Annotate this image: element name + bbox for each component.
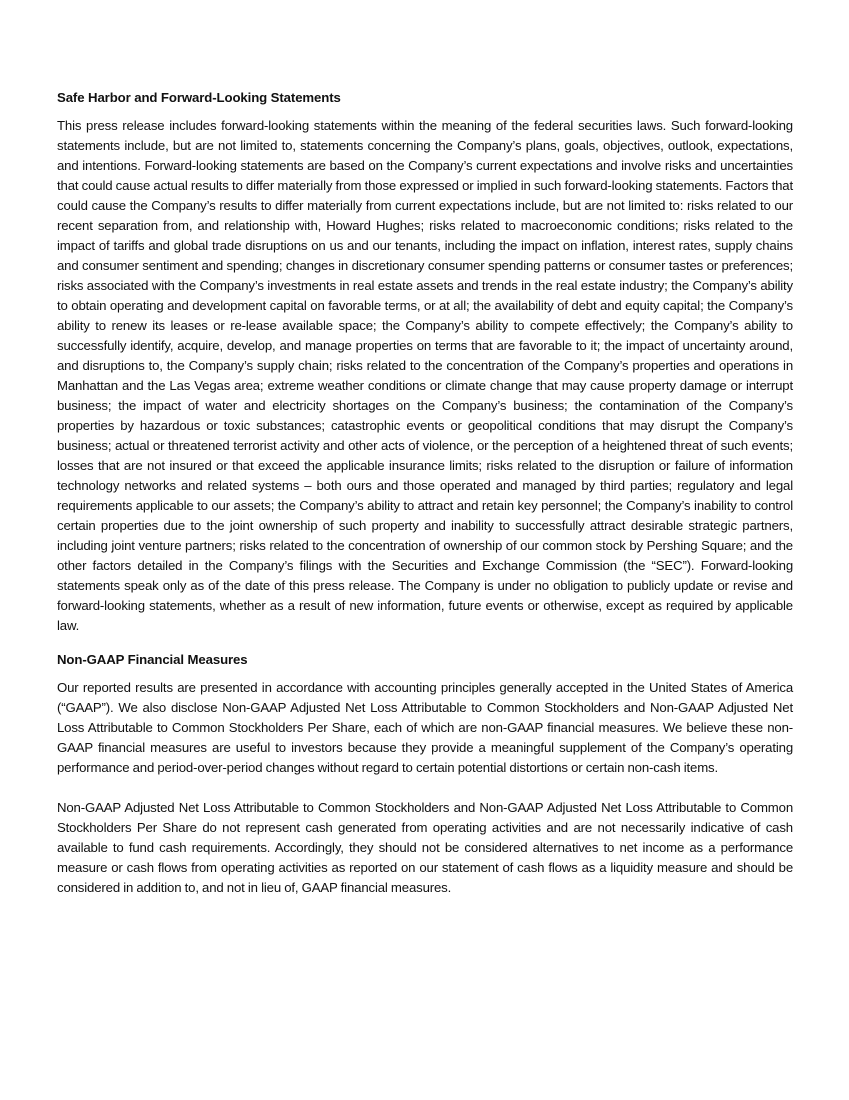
non-gaap-heading: Non-GAAP Financial Measures (57, 652, 248, 667)
non-gaap-paragraph-1: Our reported results are presented in accordance with accounting principles generally accepted in the United States of America (“GAAP”). We also disclose Non-GAAP Adjusted Net Loss Attributable to Common Stockholders and Non-GAAP Adjusted Net Loss Attributable to Common Stockholders Per Share, each of which are non-GAAP financial measures. We believe these non-GAAP financial measures are useful to investors because they provide a meaningful supplement of the Company’s operating performance and period-over-period changes without regard to certain potential distortions or certain non-cash items. (57, 680, 793, 775)
safe-harbor-heading: Safe Harbor and Forward-Looking Statements (57, 90, 341, 105)
non-gaap-section (57, 651, 793, 898)
document-page (57, 89, 793, 898)
safe-harbor-paragraph: This press release includes forward-looking statements within the meaning of the federal securities laws. Such forward-looking statements include, but are not limited to, statements concerning the Company’s plans, goals, objectives, outlook, expectations, and intentions. Forward-looking statements are based on the Company’s current expectations and involve risks and uncertainties that could cause actual results to differ materially from those expressed or implied in such forward-looking statements. Factors that could cause the Company’s results to differ materially from current expectations include, but are not limited to: risks related to our recent separation from, and relationship with, Howard Hughes; risks related to macroeconomic conditions; risks related to the impact of tariffs and global trade disruptions on us and our tenants, including the impact on inflation, interest rates, supply chains and consumer sentiment and spending; changes in discretionary consumer spending patterns or consumer tastes or preferences; risks associated with the Company’s investments in real estate assets and trends in the real estate industry; the Company’s ability to obtain operating and development capital on favorable terms, or at all; the availability of debt and equity capital; the Company’s ability to renew its leases or re-lease available space; the Company’s ability to compete effectively; the Company’s ability to successfully identify, acquire, develop, and manage properties on terms that are favorable to it; the impact of uncertainty around, and disruptions to, the Company’s supply chain; risks related to the concentration of the Company’s properties and operations in Manhattan and the Las Vegas area; extreme weather conditions or climate change that may cause property damage or interrupt business; the impact of water and electricity shortages on the Company’s business; the contamination of the Company’s properties by hazardous or toxic substances; catastrophic events or geopolitical conditions that may disrupt the Company’s business; actual or threatened terrorist activity and other acts of violence, or the perception of a heightened threat of such events; losses that are not insured or that exceed the applicable insurance limits; risks related to the disruption or failure of information technology networks and related systems – both ours and those operated and managed by third parties; regulatory and legal requirements applicable to our assets; the Company’s ability to attract and retain key personnel; the Company’s inability to control certain properties due to the joint ownership of such property and inability to successfully attract desirable strategic partners, including joint venture partners; risks related to the concentration of ownership of our common stock by Pershing Square; and the other factors detailed in the Company’s filings with the Securities and Exchange Commission (the “SEC”). Forward-looking statements speak only as of the date of this press release. The Company is under no obligation to publicly update or revise and forward-looking statements, whether as a result of new information, future events or otherwise, except as required by applicable law. (57, 118, 793, 633)
safe-harbor-section (57, 89, 793, 636)
non-gaap-paragraph-2: Non-GAAP Adjusted Net Loss Attributable to Common Stockholders and Non-GAAP Adjusted Net Loss Attributable to Common Stockholders Per Share do not represent cash generated from operating activities and are not necessarily indicative of cash available to fund cash requirements. Accordingly, they should not be considered alternatives to net income as a performance measure or cash flows from operating activities as reported on our statement of cash flows as a liquidity measure and should be considered in addition to, and not in lieu of, GAAP financial measures. (57, 800, 793, 895)
